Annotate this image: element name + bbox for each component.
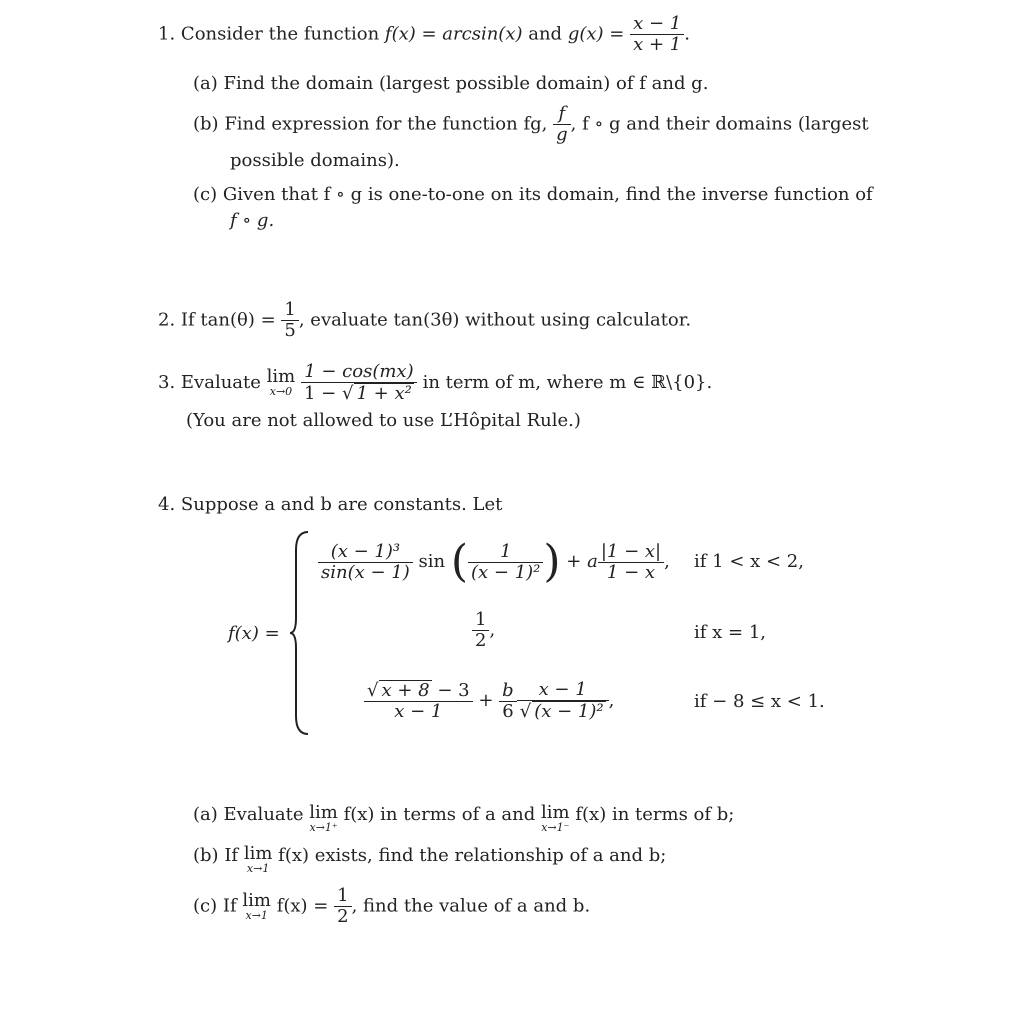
problem-3-note: (You are not allowed to use L’Hôpital Rule.) [186,410,581,431]
problem-1b-line2: possible domains). [230,150,400,171]
problem-1b-line1: (b) Find expression for the function fg, $\frac{f}{g}$ , f ∘ g and their domains (largest [193,103,869,145]
problem-1a: (a) Find the domain (largest possible domain) of f and g. [193,73,709,94]
problem-2-number: 2. [158,309,176,331]
piecewise-brace [288,530,312,736]
problem-4-intro: 4. Suppose a and b are constants. Let [158,494,503,515]
problem-4c: (c) If lim x→1 f(x) = $\frac{1}{2}$ , find the value of a and b. [193,885,591,927]
problem-2-statement: 2. If tan(θ) = $\frac{1}{5}$ , evaluate tan(3θ) without using calculator. [158,299,692,341]
piecewise-cond-3: if − 8 ≤ x < 1. [694,691,825,712]
limit-fraction: $\frac{1 - \cos(mx)}{\text{1 − √ 1 + x²}}$ [301,362,417,404]
problem-4-number: 4. [158,494,176,515]
problem-3-statement: 3. Evaluate lim x→0 $\frac{1 - \cos(mx)}{\text{1 − √ 1 + x²}}$ in term of m, where m ∈ ℝ\{0}. [158,361,713,404]
problem-1c-line1: (c) Given that f ∘ g is one-to-one on its domain, find the inverse function of [193,184,873,205]
problem-4a: (a) Evaluate lim x→1⁺ f(x) in terms of a and lim x→1⁻ f(x) in terms of b; [193,802,735,834]
piecewise-cond-1: if 1 < x < 2, [694,551,804,572]
piecewise-cond-2: if x = 1, [694,622,766,643]
one-fifth-fraction: $\frac{1}{5}$ [281,300,298,341]
problem-4b: (b) If lim x→1 f(x) exists, find the relationship of a and b; [193,843,667,875]
problem-1c-line2: f ∘ g. [230,210,275,231]
piecewise-lhs: f(x) = [228,623,280,644]
piecewise-case-2: $\frac{1}{2}$ , [472,610,495,651]
g-fraction: $\frac{x - 1}{x + 1}$ [630,14,684,55]
problem-1-statement: 1. Consider the function f(x) = arcsin(x) and g(x) = $\frac{x - 1}{x + 1}$ . [158,13,690,55]
problem-3-number: 3. [158,372,176,393]
problem-1-number: 1. [158,23,176,45]
piecewise-case-1: $\frac{\text{(x − 1)³}}{\sin(x - 1)}$ sin ( $\frac{1}{\text{(x − 1)²}}$ ) + a $\frac{|1 - x|}{1 - x}$ , [318,540,670,584]
limit-operator: lim x→0 [266,366,296,398]
piecewise-case-3: $\frac{√ x + 8 - 3}{x - 1}$ + $\frac{b}{6}$ $\frac{x - 1}{\text{√ (x − 1)²}}$ , [364,680,614,722]
f-over-g-fraction: $\frac{f}{g}$ [553,104,571,145]
